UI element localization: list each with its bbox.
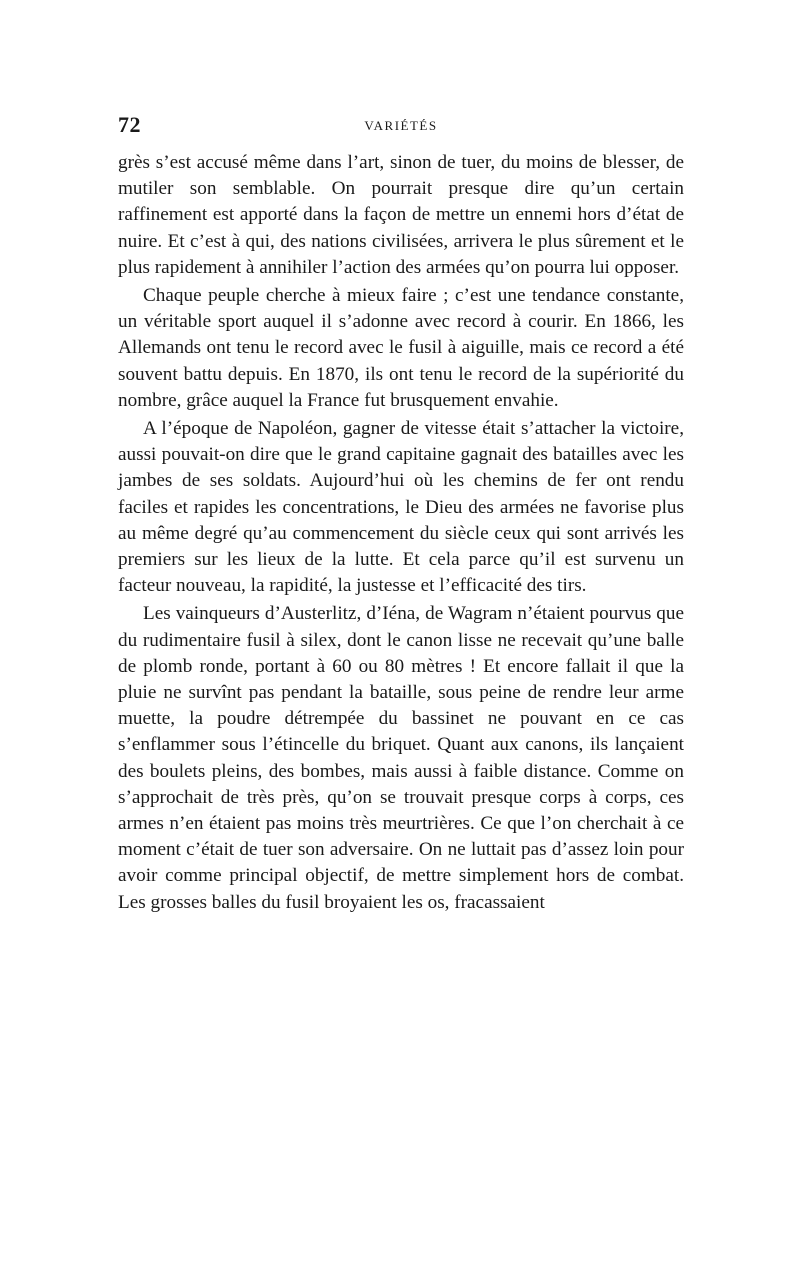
body-text — [118, 150, 684, 916]
paragraph-continued: grès s’est accusé même dans l’art, sinon de tuer, du moins de blesser, de mutiler son semblable. On pourrait presque dire qu’un certain raffinement est apporté dans la façon de mettre un ennemi hors d’état de nuire. Et c’est à qui, des nations civilisées, arrivera le plus sûrement et le plus rapidement à annihiler l’action des armées qu’on pourra lui opposer. — [118, 152, 684, 278]
paragraph: Les vainqueurs d’Austerlitz, d’Iéna, de Wagram n’étaient pourvus que du rudimentaire fusil à silex, dont le canon lisse ne recevait qu’une balle de plomb ronde, portant à 60 ou 80 mètres ! Et encore fallait il que la pluie ne survînt pas pendant la bataille, sous peine de rendre leur arme muette, la poudre détrempée du bassinet ne pouvant en ce cas s’enflammer sous l’étincelle du briquet. Quant aux canons, ils lançaient des boulets pleins, des bombes, mais aussi à faible distance. Comme on s’approchait de très près, qu’on se trouvait presque corps à corps, ces armes n’en étaient pas moins très meurtrières. Ce que l’on cherchait à ce moment c’était de tuer son adversaire. On ne luttait pas d’assez loin pour avoir comme principal objectif, de mettre simplement hors de combat. Les grosses balles du fusil broyaient les os, fracassaient — [118, 603, 684, 913]
page-header — [118, 112, 684, 142]
paragraph: A l’époque de Napoléon, gagner de vitesse était s’attacher la victoire, aussi pouvait-on dire que le grand capitaine gagnait des batailles avec les jambes de ses soldats. Aujourd’hui où les chemins de fer ont rendu faciles et rapides les concentrations, le Dieu des armées ne favorise plus au même degré qu’au commencement du siècle ceux qui sont arrivés les premiers sur les lieux de la lutte. Et cela parce qu’il est survenu un facteur nouveau, la rapidité, la justesse et l’efficacité des tirs. — [118, 418, 684, 597]
page-number: 72 — [118, 112, 141, 137]
running-title: VARIÉTÉS — [364, 118, 438, 133]
paragraph: Chaque peuple cherche à mieux faire ; c’est une tendance constante, un véritable sport auquel il s’adonne avec record à courir. En 1866, les Allemands ont tenu le record avec le fusil à aiguille, mais ce record a été souvent battu depuis. En 1870, ils ont tenu le record de la supériorité du nombre, grâce auquel la France fut brusquement envahie. — [118, 285, 684, 411]
